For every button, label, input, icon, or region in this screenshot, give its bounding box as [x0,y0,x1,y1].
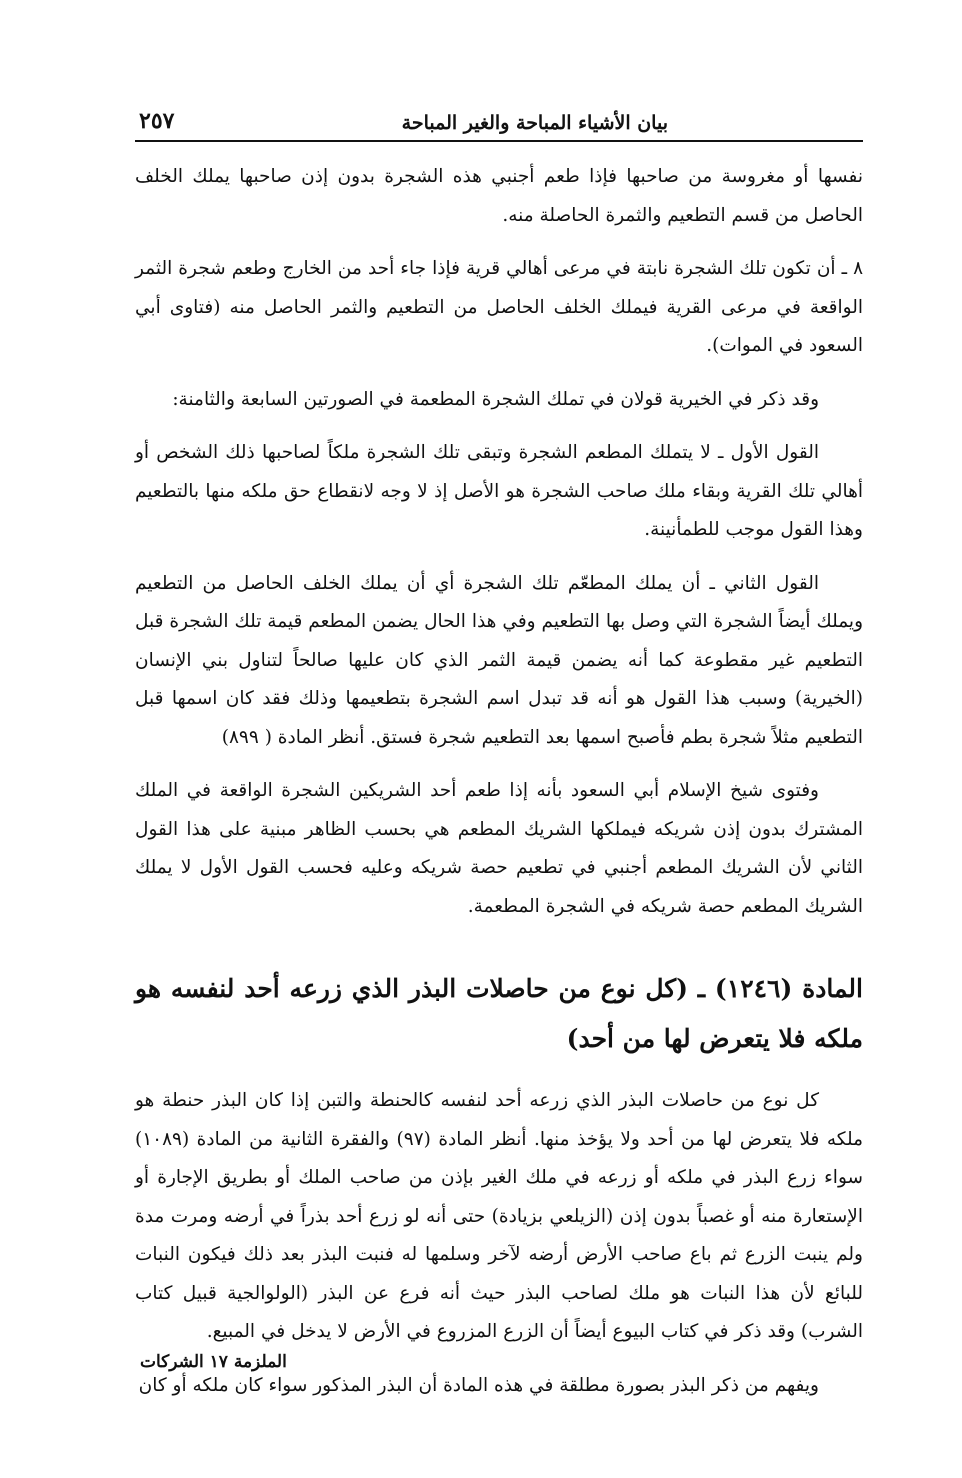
paragraph-7: كل نوع من حاصلات البذر الذي زرعه أحد لنفسه كالحنطة والتبن إذا كان البذر حنطة هو ملكه فلا يتعرض لها من أحد ولا يؤخذ منها. أنظر المادة (٩٧) والفقرة الثانية من المادة (١٠٨٩) سواء زرع البذر في ملكه أو زرعه في ملك الغير بإذن من صاحب الملك أو بطريق الإجارة أو الإستعارة منه أو غصباً بدون إذن (الزيلعي بزيادة) حتى أنه لو زرع أحد بذراً في أرضه ومرت مدة ولم ينبت الزرع ثم باع صاحب الأرض أرضه لآخر وسلمها له فنبت البذر بعد ذلك فيكون النبات للبائع لأن هذا النبات هو ملك لصاحب البذر حيث أنه فرع عن البذر (الولوالجية قبيل كتاب الشرب) وقد ذكر في كتاب البيوع أيضاً أن الزرع المزروع في الأرض لا يدخل في المبيع. [135,1090,864,1342]
paragraph-2: ٨ ـ أن تكون تلك الشجرة نابتة في مرعى أهالي قرية فإذا جاء أحد من الخارج وطعم شجرة الثمر الواقعة في مرعى القرية فيملك الخلف الحاصل من التطعيم والثمر الحاصل منه (فتاوى أبي السعود في الموات). [135,258,863,356]
paragraph-5: القول الثاني ـ أن يملك المطعّم تلك الشجرة أي أن يملك الخلف الحاصل من التطعيم ويملك أيضاً الشجرة التي وصل بها التطعيم وفي هذا الحال يضمن المطعم قيمة تلك الشجرة قبل التطعيم غير مقطوعة كما أنه يضمن قيمة الثمر الذي كان عليها صالحاً لتناول بني الإنسان (الخيرية) وسبب هذا القول هو أنه قد تبدل اسم الشجرة بتطعيمها وذلك فقد كان اسمها قبل التطعيم مثلاً شجرة بطم فأصبح اسمها بعد التطعيم شجرة فستق. أنظر المادة ( ٨٩٩) [135,572,863,748]
page-number: ٢٥٧ [139,108,175,134]
footer-signature: الملزمة ١٧ الشركات [140,1352,287,1372]
paragraph-8: ويفهم من ذكر البذر بصورة مطلقة في هذه المادة أن البذر المذكور سواء كان ملكه أو كان [138,1374,819,1396]
paragraph-1: نفسها أو مغروسة من صاحبها فإذا طعم أجنبي هذه الشجرة بدون إذن صاحبها يملك الخلف الحاصل من قسم التطعيم والثمرة الحاصلة منه. [135,166,863,226]
paragraph-3: وقد ذكر في الخيرية قولان في تملك الشجرة المطعمة في الصورتين السابعة والثامنة: [172,388,819,410]
body-text [135,158,863,1405]
document-page [135,100,863,1420]
page-header [135,100,863,142]
paragraph-4: القول الأول ـ لا يتملك المطعم الشجرة وتبقى تلك الشجرة ملكاً لصاحبها ذلك الشخص أو أهالي تلك القرية وبقاء ملك صاحب الشجرة هو الأصل إذ لا وجه لانقطاع حق ملكه منها بالتطعيم وهذا القول موجب للطمأنينة. [135,442,863,540]
paragraph-6: وفتوى شيخ الإسلام أبي السعود بأنه إذا طعم أحد الشريكين الشجرة الواقعة في الملك المشترك بدون إذن شريكه فيملكها الشريك المطعم هي بحسب الظاهر مبنية على هذا القول الثاني لأن الشريك المطعم أجنبي في تطعيم حصة شريكه وعليه فحسب القول الأول لا يملك الشريك المطعم حصة شريكه في الشجرة المطعمة. [135,780,863,917]
article-heading: المادة (١٢٤٦) ـ (كل نوع من حاصلات البذر الذي زرعه أحد لنفسه هو ملكه فلا يتعرض لها من أحد) [135,974,863,1053]
running-title: بيان الأشياء المباحة والغير المباحة [401,112,668,134]
